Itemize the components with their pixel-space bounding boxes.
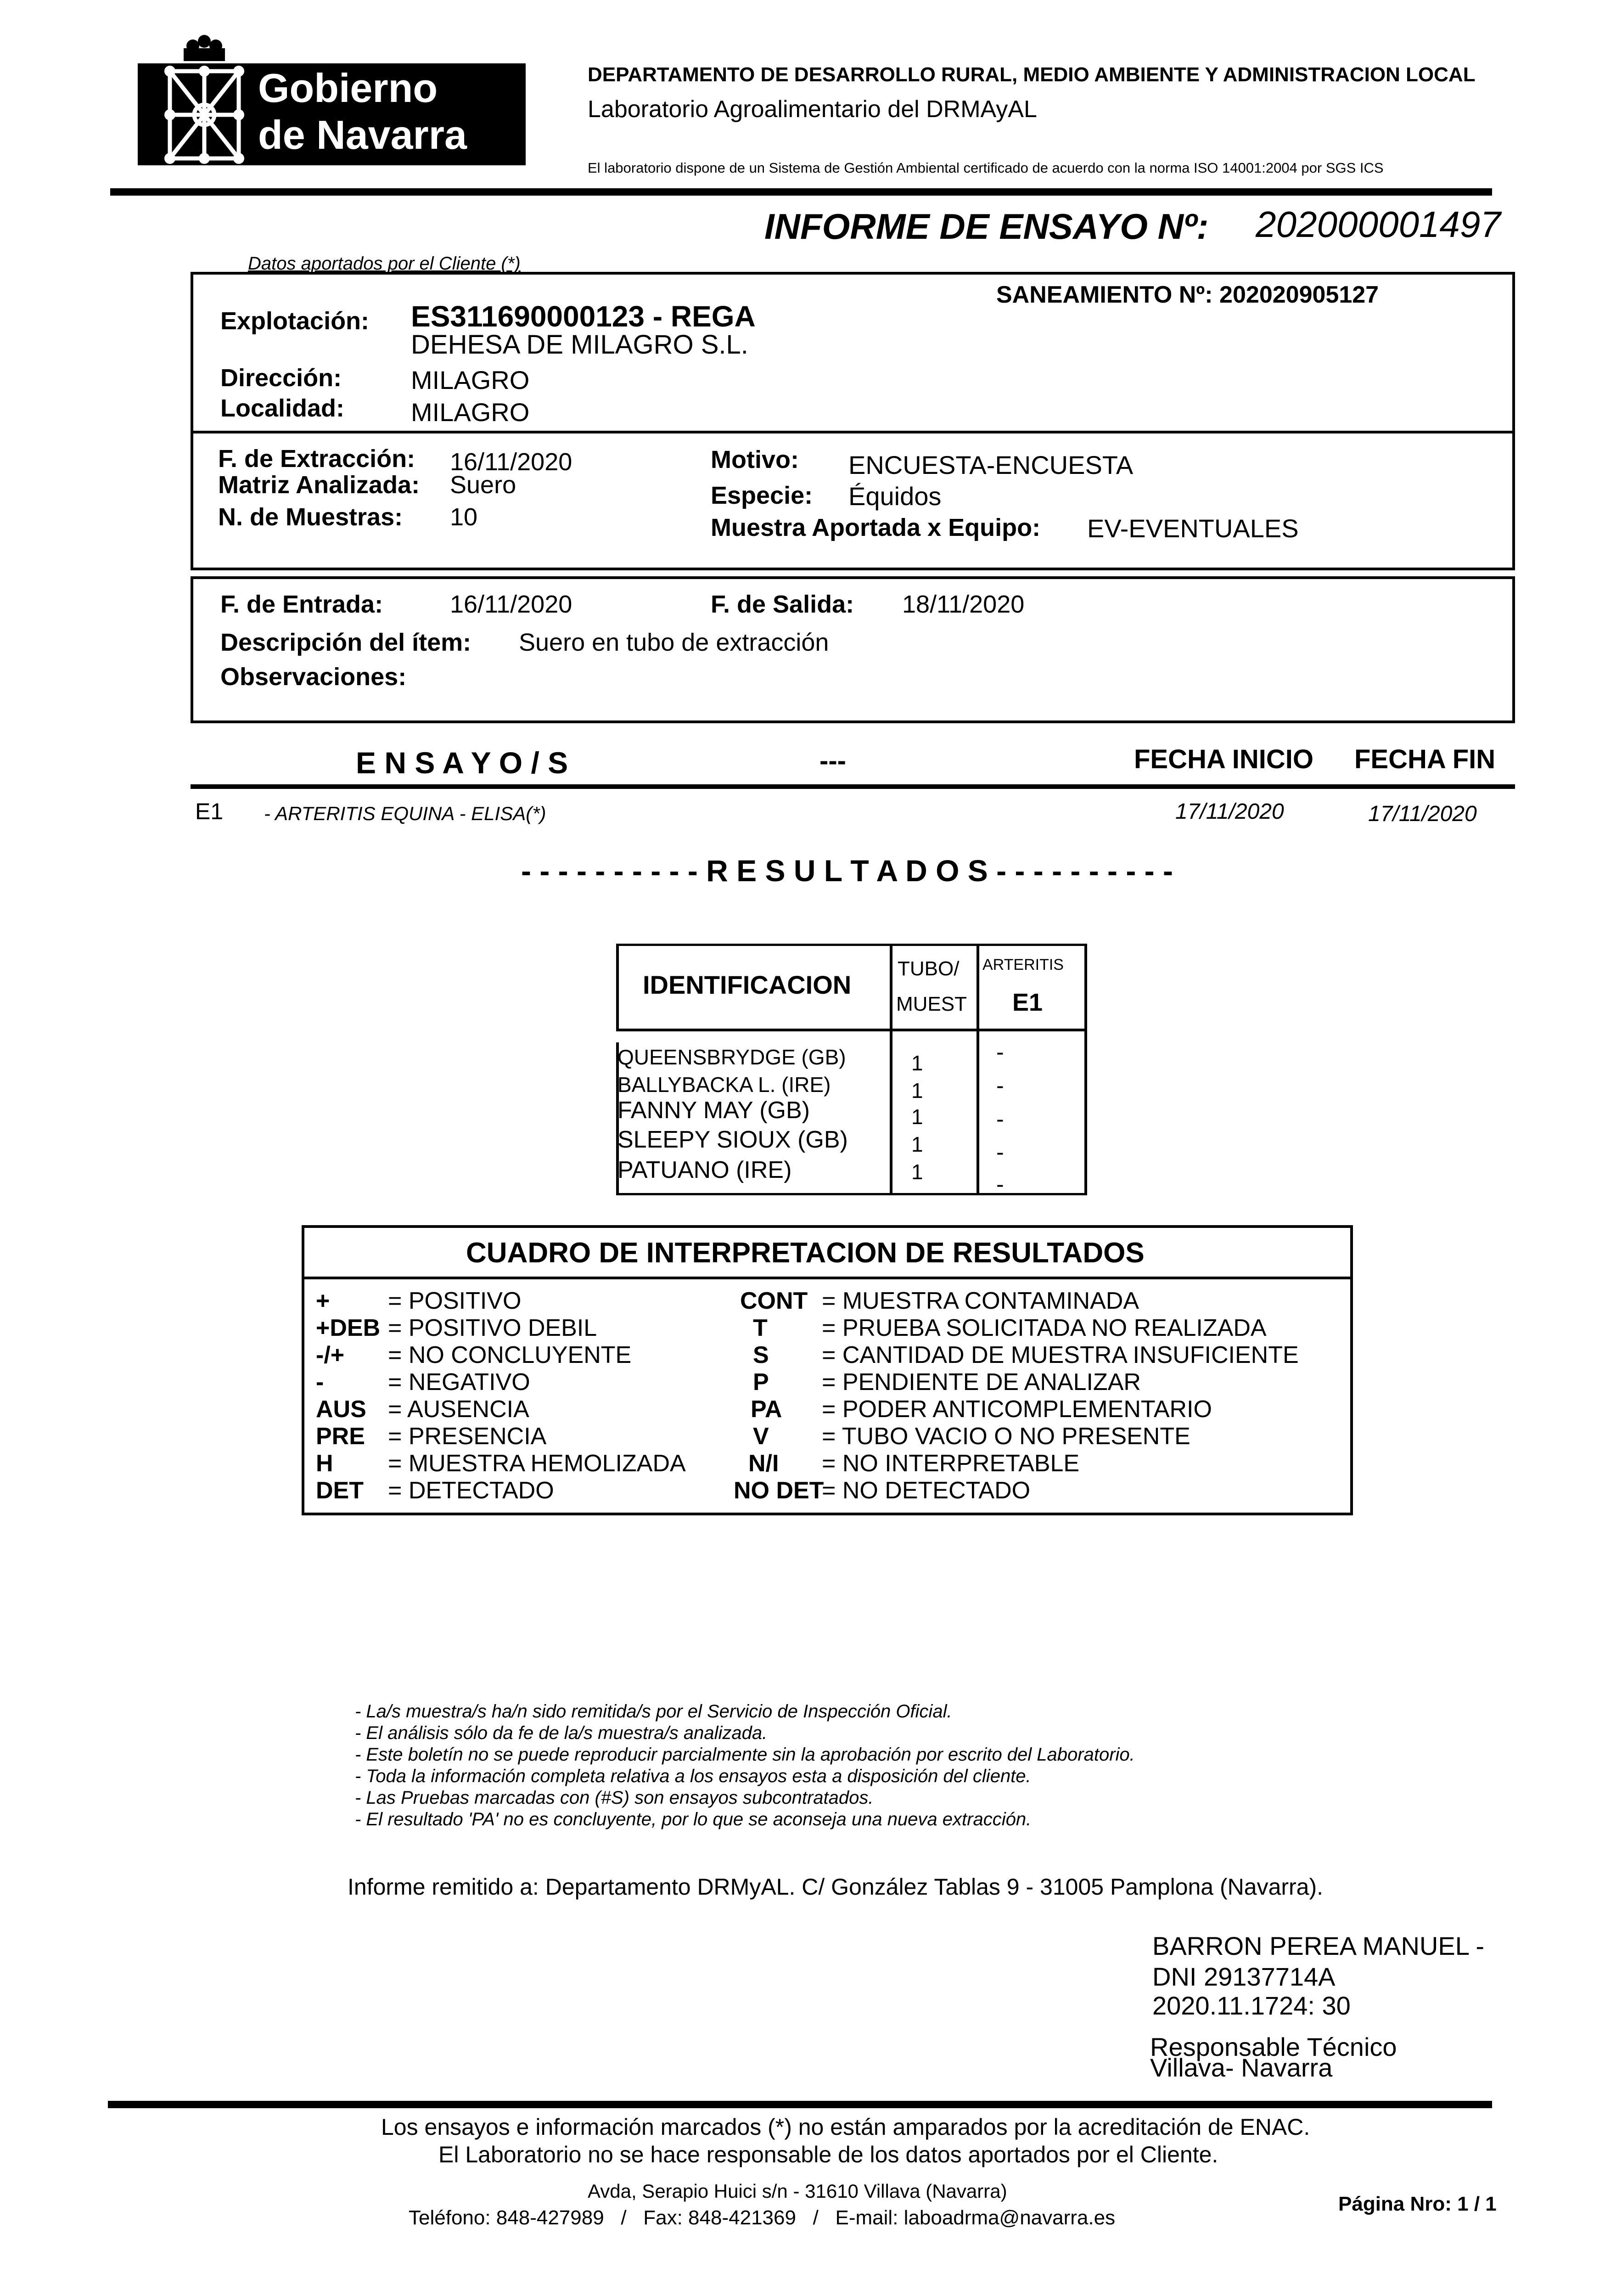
legend-meaning: = PODER ANTICOMPLEMENTARIO (822, 1396, 1212, 1423)
descripcion-label: Descripción del ítem: (220, 629, 471, 656)
client-section-divider (191, 431, 1515, 433)
laboratory-name: Laboratorio Agroalimentario del DRMAyAL (588, 96, 1037, 123)
muestras-label: N. de Muestras: (218, 503, 403, 531)
direccion-label: Dirección: (220, 364, 342, 392)
col-test-name: ARTERITIS (982, 956, 1064, 974)
legend-meaning: = NO DETECTADO (822, 1477, 1031, 1504)
legend-code: N/I (748, 1450, 779, 1477)
explotacion-value: ES311690000123 - REGA (411, 300, 756, 333)
row-result: - (996, 1171, 1004, 1197)
legend-meaning: = TUBO VACIO O NO PRESENTE (822, 1423, 1190, 1450)
row-tubo: 1 (911, 1160, 923, 1184)
row-result: - (996, 1039, 1004, 1065)
row-identification: QUEENSBRYDGE (GB) (617, 1045, 846, 1069)
legend-meaning: = NEGATIVO (388, 1369, 530, 1396)
motivo-value: ENCUESTA-ENCUESTA (848, 450, 1134, 479)
legend-code: +DEB (316, 1315, 381, 1341)
row-identification: SLEEPY SIOUX (GB) (617, 1126, 848, 1153)
legend-code: V (753, 1423, 769, 1450)
legend-code: PA (751, 1396, 782, 1423)
list-item: - Este boletín no se puede reproducir parcialmente sin la aprobación por escrito del Laboratorio. (355, 1745, 1135, 1765)
entrada-value: 16/11/2020 (450, 591, 572, 618)
legend-code: T (753, 1315, 768, 1341)
localidad-value: MILAGRO (411, 398, 530, 427)
enac-note: Los ensayos e información marcados (*) no están amparados por la acreditación de ENAC. (381, 2114, 1310, 2140)
legend-meaning: = CANTIDAD DE MUESTRA INSUFICIENTE (822, 1342, 1299, 1368)
legend-code: NO DET (734, 1477, 824, 1504)
list-item: - El resultado 'PA' no es concluyente, por lo que se aconseja una nueva extracción. (355, 1809, 1032, 1829)
legend-meaning: = NO CONCLUYENTE (388, 1342, 632, 1368)
report-title: INFORME DE ENSAYO Nº: (764, 206, 1209, 247)
ensayo-start-date: 17/11/2020 (1175, 799, 1284, 824)
col-tubo-line1: TUBO/ (898, 957, 960, 980)
client-data-note: Datos aportados por el Cliente (*) (248, 253, 521, 274)
list-item: - Toda la información completa relativa a los ensayos esta a disposición del cliente. (355, 1766, 1031, 1786)
logo-text-line1: Gobierno (258, 65, 438, 111)
signature-timestamp: 2020.11.1724: 30 (1152, 1991, 1351, 2020)
especie-label: Especie: (711, 482, 813, 509)
ensayo-name: - ARTERITIS EQUINA - ELISA(*) (264, 803, 546, 824)
observaciones-label: Observaciones: (220, 663, 407, 691)
row-identification: BALLYBACKA L. (IRE) (617, 1073, 831, 1097)
signer-role: Responsable Técnico (1150, 2032, 1397, 2061)
row-tubo: 1 (911, 1079, 923, 1103)
legend-meaning: = MUESTRA HEMOLIZADA (388, 1450, 686, 1477)
ensayos-dashes: --- (819, 746, 846, 776)
logo-text-line2: de Navarra (258, 112, 467, 158)
page-number: Página Nro: 1 / 1 (1338, 2193, 1497, 2215)
direccion-value: MILAGRO (411, 366, 530, 394)
ensayo-end-date: 17/11/2020 (1368, 802, 1477, 826)
legend-code: + (316, 1288, 330, 1314)
legend-meaning: = POSITIVO (388, 1288, 522, 1314)
list-item: - La/s muestra/s ha/n sido remitida/s por el Servicio de Inspección Oficial. (355, 1701, 952, 1722)
legend-code: DET (316, 1477, 364, 1504)
legend-code: S (753, 1342, 769, 1368)
legend-meaning: = POSITIVO DEBIL (388, 1315, 597, 1341)
row-identification: PATUANO (IRE) (617, 1157, 792, 1183)
fecha-fin-header: FECHA FIN (1354, 744, 1496, 774)
list-item: - Las Pruebas marcadas con (#S) son ensayos subcontratados. (355, 1788, 874, 1808)
motivo-label: Motivo: (711, 446, 799, 473)
aportada-value: EV-EVENTUALES (1087, 514, 1299, 543)
department-name: DEPARTAMENTO DE DESARROLLO RURAL, MEDIO AMBIENTE Y ADMINISTRACION LOCAL (588, 63, 1476, 86)
disclaimer-note: El Laboratorio no se hace responsable de los datos aportados por el Cliente. (438, 2142, 1218, 2167)
row-tubo: 1 (911, 1105, 923, 1129)
saneamiento-number: SANEAMIENTO Nº: 202020905127 (996, 281, 1379, 308)
legend-meaning: = MUESTRA CONTAMINADA (822, 1288, 1139, 1314)
legend-code: PRE (316, 1423, 365, 1450)
legend-code: P (753, 1369, 769, 1396)
legend-meaning: = PRUEBA SOLICITADA NO REALIZADA (822, 1315, 1267, 1341)
report-number: 202000001497 (1256, 204, 1501, 245)
list-item: - El análisis sólo da fe de la/s muestra/s analizada. (355, 1723, 768, 1743)
lab-address: Avda, Serapio Huici s/n - 31610 Villava (Navarra) (588, 2180, 1007, 2202)
matriz-label: Matriz Analizada: (218, 471, 420, 499)
interpretation-divider (302, 1277, 1353, 1279)
remitido-line: Informe remitido a: Departamento DRMyAL. C/ González Tablas 9 - 31005 Pamplona (Navarra). (348, 1874, 1324, 1900)
iso-note: El laboratorio dispone de un Sistema de Gestión Ambiental certificado de acuerdo con la norma ISO 14001:2004 por SGS ICS (588, 160, 1384, 176)
especie-value: Équidos (848, 482, 942, 511)
salida-label: F. de Salida: (711, 591, 854, 618)
ensayo-code: E1 (195, 799, 224, 824)
muestras-value: 10 (450, 503, 478, 531)
fecha-inicio-header: FECHA INICIO (1134, 744, 1313, 774)
row-tubo: 1 (911, 1132, 923, 1156)
signer-dni: DNI 29137714A (1152, 1962, 1336, 1991)
ensayos-heading: E N S A Y O / S (356, 746, 568, 780)
explotacion-label: Explotación: (220, 307, 370, 335)
extraccion-label: F. de Extracción: (218, 445, 415, 473)
col-tubo-line2: MUEST (896, 993, 967, 1015)
interpretation-title: CUADRO DE INTERPRETACION DE RESULTADOS (466, 1237, 1145, 1269)
legend-meaning: = PRESENCIA (388, 1423, 547, 1450)
legend-meaning: = AUSENCIA (388, 1396, 529, 1423)
row-tubo: 1 (911, 1051, 923, 1075)
legend-code: H (316, 1450, 333, 1477)
localidad-label: Localidad: (220, 394, 345, 422)
header-divider (110, 188, 1492, 196)
col-test-code: E1 (1012, 989, 1043, 1016)
row-result: - (996, 1073, 1004, 1098)
resultados-heading: - - - - - - - - - - R E S U L T A D O S - - - - - - - - - - (521, 854, 1173, 888)
ensayos-divider (191, 784, 1515, 789)
gobierno-navarra-logo (138, 28, 526, 165)
aportada-label: Muestra Aportada x Equipo: (711, 514, 1041, 541)
legend-code: -/+ (316, 1342, 345, 1368)
lab-contact: Teléfono: 848-427989 / Fax: 848-421369 / E-mail: laboadrma@navarra.es (409, 2206, 1116, 2229)
legend-code: CONT (740, 1288, 808, 1314)
salida-value: 18/11/2020 (902, 591, 1025, 618)
legend-meaning: = PENDIENTE DE ANALIZAR (822, 1369, 1141, 1396)
signer-place: Villava- Navarra (1150, 2053, 1333, 2082)
extraccion-value: 16/11/2020 (450, 448, 572, 476)
owner-name: DEHESA DE MILAGRO S.L. (411, 330, 748, 360)
row-identification: FANNY MAY (GB) (617, 1097, 810, 1124)
footer-divider (108, 2101, 1492, 2108)
matriz-value: Suero (450, 471, 516, 499)
signer-name: BARRON PEREA MANUEL - (1152, 1931, 1484, 1960)
legend-code: AUS (316, 1396, 366, 1423)
legend-meaning: = NO INTERPRETABLE (822, 1450, 1080, 1477)
row-result: - (996, 1139, 1004, 1165)
legend-meaning: = DETECTADO (388, 1477, 554, 1504)
row-result: - (996, 1106, 1004, 1132)
descripcion-value: Suero en tubo de extracción (519, 629, 829, 656)
entrada-label: F. de Entrada: (220, 591, 383, 618)
col-identificacion: IDENTIFICACION (643, 970, 852, 999)
legend-code: - (316, 1369, 324, 1396)
